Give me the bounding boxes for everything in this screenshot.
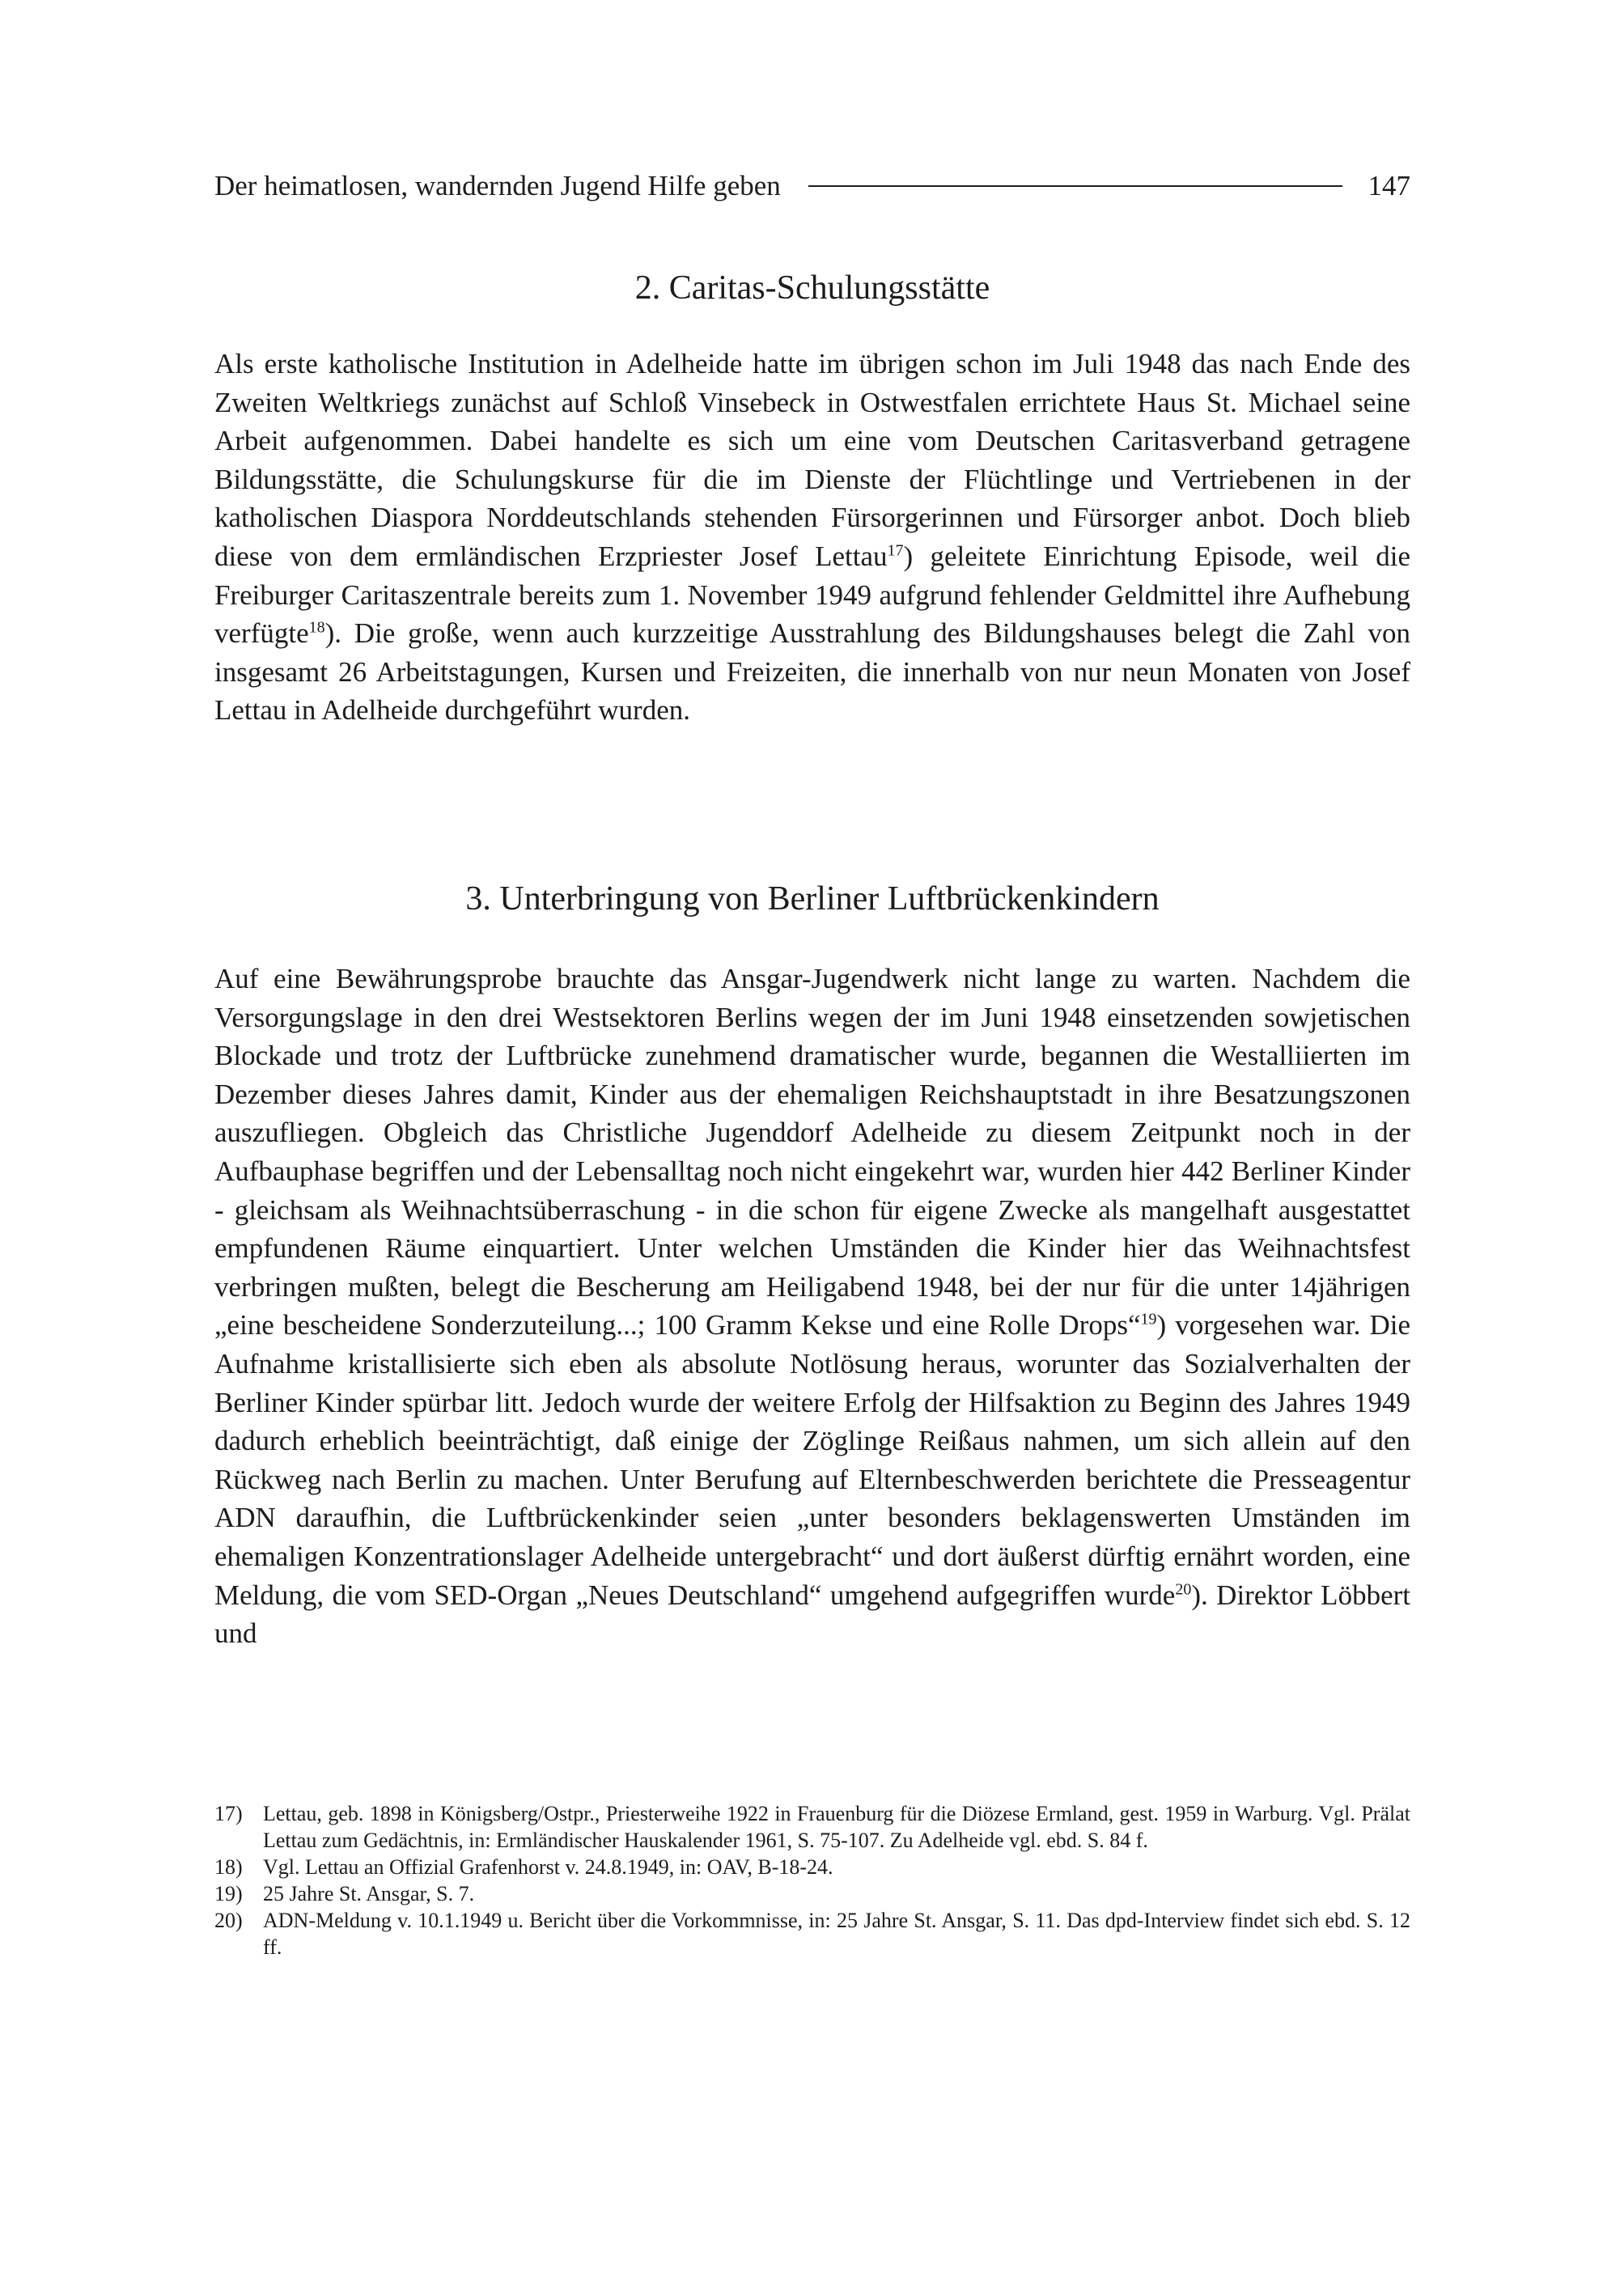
footnote-reference-18: 18 xyxy=(308,618,325,637)
footnote-18 xyxy=(214,1854,1410,1880)
paragraph-text: ). Die große, wenn auch kurzzeitige Ausstrahlung des Bildungshauses belegt die Zahl von insgesamt 26 Arbeitstagungen, Kursen und Freizeiten, die innerhalb von nur neun Monaten von Josef Lettau in Adelheide durchgeführt wurden. xyxy=(214,617,1410,727)
footnote-text: 25 Jahre St. Ansgar, S. 7. xyxy=(263,1882,475,1905)
footnote-text: Vgl. Lettau an Offizial Grafenhorst v. 24.8.1949, in: OAV, B-18-24. xyxy=(263,1855,833,1879)
footnote-reference-19: 19 xyxy=(1140,1310,1157,1329)
footnote-number: 17) xyxy=(214,1802,243,1825)
footnote-number: 18) xyxy=(214,1855,243,1879)
footnote-19 xyxy=(214,1880,1410,1907)
paragraph-text: ). Direktor Löbbert und xyxy=(214,1579,1410,1650)
footnote-text: ADN-Meldung v. 10.1.1949 u. Bericht über die Vorkommnisse, in: 25 Jahre St. Ansgar, S. 11. Das dpd-Interview findet sich ebd. S. 12 ff. xyxy=(263,1909,1410,1959)
footnote-17 xyxy=(214,1800,1410,1854)
body-paragraph-section-3 xyxy=(214,960,1410,1653)
footnote-20 xyxy=(214,1907,1410,1960)
paragraph-text: Als erste katholische Institution in Adelheide hatte im übrigen schon im Juli 1948 das nach Ende des Zweiten Weltkriegs zunächst auf Schloß Vinsebeck in Ostwestfalen errichtete Haus St. Michael seine Arbeit aufgenommen. Dabei handelte es sich um eine vom Deutschen Caritasverband getragene Bildungsstätte, die Schulungskurse für die im Dienste der Flüchtlinge und Vertriebenen in der katholischen Diaspora Norddeutschlands stehenden Fürsorgerinnen und Fürsorger anbot. Doch blieb diese von dem ermländischen Erzpriester Josef Lettau xyxy=(214,348,1410,572)
running-head-title: Der heimatlosen, wandernden Jugend Hilfe geben xyxy=(214,170,781,201)
section-heading-caritas-schulungsstaette: 2. Caritas-Schulungsstätte xyxy=(634,269,990,307)
footnote-number: 19) xyxy=(214,1882,243,1905)
running-head xyxy=(214,162,1410,210)
footnote-text: Lettau, geb. 1898 in Königsberg/Ostpr., Priesterweihe 1922 in Frauenburg für die Diözese Ermland, gest. 1959 in Warburg. Vgl. Prälat Lettau zum Gedächtnis, in: Ermländischer Hauskalender 1961, S. 75-107. Zu Adelheide vgl. ebd. S. 84 f. xyxy=(263,1802,1410,1852)
paragraph-text: ) vorgesehen war. Die Aufnahme kristallisierte sich eben als absolute Notlösung heraus, worunter das Sozialverhalten der Berliner Kinder spürbar litt. Jedoch wurde der weitere Erfolg der Hilfsaktion zu Beginn des Jahres 1949 dadurch erheblich beeinträchtigt, daß einige der Zöglinge Reißaus nahmen, um sich allein auf den Rückweg nach Berlin zu machen. Unter Berufung auf Elternbeschwerden berichtete die Presseagentur ADN daraufhin, die Luftbrückenkinder seien „unter besonders beklagenswerten Umständen im ehemaligen Konzentrationslager Adelheide untergebracht“ und dort äußerst dürftig ernährt worden, eine Meldung, die vom SED-Organ „Neues Deutschland“ umgehend aufgegriffen wurde xyxy=(214,1309,1410,1611)
book-page xyxy=(214,162,1410,1959)
page-number: 147 xyxy=(1367,170,1410,201)
paragraph-text: Auf eine Bewährungsprobe brauchte das Ansgar-Jugendwerk nicht lange zu warten. Nachdem die Versorgungslage in den drei Westsektoren Berlins wegen der im Juni 1948 einsetzenden sowjetischen Blockade und trotz der Luftbrücke zunehmend dramatischer wurde, begannen die Westalliierten im Dezember dieses Jahres damit, Kinder aus der ehemaligen Reichshauptstadt in ihre Besatzungszonen auszufliegen. Obgleich das Christliche Jugenddorf Adelheide zu diesem Zeitpunkt noch in der Aufbauphase begriffen und der Lebensalltag noch nicht eingekehrt war, wurden hier 442 Berliner Kinder - gleichsam als Weihnachtsüberraschung - in die schon für eigene Zwecke als mangelhaft ausgestattet empfundenen Räume einquartiert. Unter welchen Umständen die Kinder hier das Weihnachtsfest verbringen mußten, belegt die Bescherung am Heiligabend 1948, bei der nur für die unter 14jährigen „eine bescheidene Sonderzuteilung...; 100 Gramm Kekse und eine Rolle Drops“ xyxy=(214,963,1410,1341)
section-heading-luftbrueckenkinder: 3. Unterbringung von Berliner Luftbrückenkindern xyxy=(465,880,1160,918)
footnote-number: 20) xyxy=(214,1909,243,1932)
body-paragraph-section-2 xyxy=(214,345,1410,730)
footnote-reference-17: 17 xyxy=(887,541,904,560)
footnote-reference-20: 20 xyxy=(1175,1579,1192,1598)
paragraph-text: ) geleitete Einrichtung Episode, weil die Freiburger Caritaszentrale bereits zum 1. November 1949 aufgrund fehlender Geldmittel ihre Aufhebung verfügte xyxy=(214,540,1410,650)
running-head-rule xyxy=(808,185,1342,187)
footnotes xyxy=(214,1800,1410,1960)
